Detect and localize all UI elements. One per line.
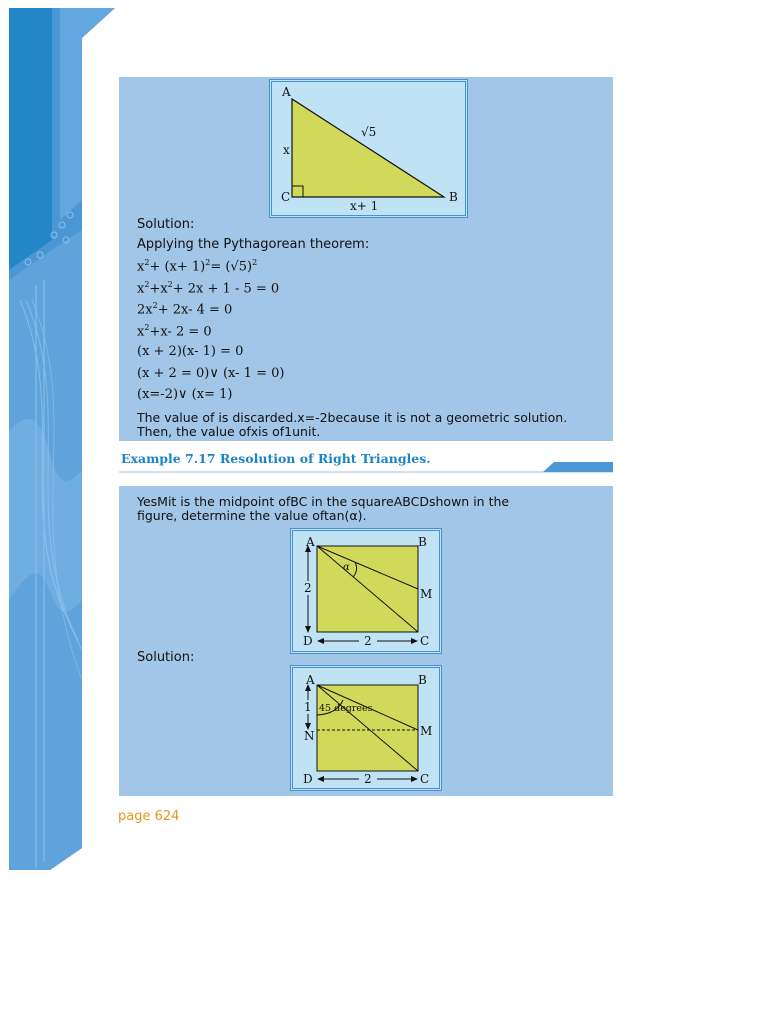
square-figure-1 — [290, 528, 442, 654]
label-d: D — [303, 634, 313, 648]
equation-line-4: $x^2+x-$ 2 = 0 — [137, 323, 212, 340]
label-m: M — [420, 724, 433, 738]
left-decorative-band — [0, 0, 120, 880]
equation-line-2: $x^2+x^2+ 2x + 1 - 5 = 0$ — [137, 280, 280, 297]
example-title: Example 7.17 Resolution of Right Triangles. — [121, 451, 431, 466]
solution-heading: Solution: — [137, 217, 195, 232]
example-statement-line-1: YesMit is the midpoint ofBC in the squareABCDshown in the — [137, 494, 510, 509]
equation-line-1: $x^2+ (x+ 1)^2= (√5)^2$ — [137, 258, 258, 275]
label-side-left: 1 — [304, 700, 312, 714]
label-angle: 45 degrees — [319, 703, 373, 714]
equation-line-7: (x=-2)∨ (x= 1) — [137, 387, 233, 402]
right-triangle-figure — [269, 79, 468, 218]
label-a: A — [306, 535, 315, 549]
vertex-c-label: C — [281, 190, 291, 204]
hypotenuse-label: √5 — [361, 125, 377, 139]
label-b: B — [418, 535, 427, 549]
equation-line-6: (x + 2 = 0)∨ (x- 1 = 0) — [137, 366, 285, 381]
vertex-a-label: A — [282, 85, 291, 99]
label-side-bottom: 2 — [364, 772, 372, 786]
label-side-left: 2 — [304, 581, 312, 595]
label-d: D — [303, 772, 313, 786]
page-number: page 624 — [118, 809, 180, 824]
square-figure-2 — [290, 665, 442, 791]
label-c: C — [420, 634, 430, 648]
conclusion-line-2: Then, the value ofxis of1unit. — [137, 424, 321, 439]
side-ac-label: x — [283, 143, 290, 157]
example-statement-line-2: figure, determine the value oftan(α). — [137, 508, 367, 523]
label-alpha: α — [343, 562, 350, 573]
equation-line-5: (x + 2)(x- 1) = 0 — [137, 344, 244, 359]
side-cb-label: x+ 1 — [350, 199, 379, 213]
example-solution-heading: Solution: — [137, 650, 195, 665]
label-m: M — [420, 587, 433, 601]
label-side-bottom: 2 — [364, 634, 372, 648]
label-n: N — [304, 729, 315, 743]
label-c: C — [420, 772, 430, 786]
equation-line-3: $2x^2+ 2x-$ 4 = 0 — [137, 301, 233, 318]
triangle-shape — [292, 99, 444, 197]
vertex-b-label: B — [449, 190, 458, 204]
pythagorean-intro: Applying the Pythagorean theorem: — [137, 237, 370, 252]
example-title-rule — [119, 460, 613, 474]
conclusion-line-1: The value of is discarded.x=-2because it is not a geometric solution. — [137, 410, 568, 425]
label-a: A — [306, 673, 315, 687]
label-b: B — [418, 673, 427, 687]
